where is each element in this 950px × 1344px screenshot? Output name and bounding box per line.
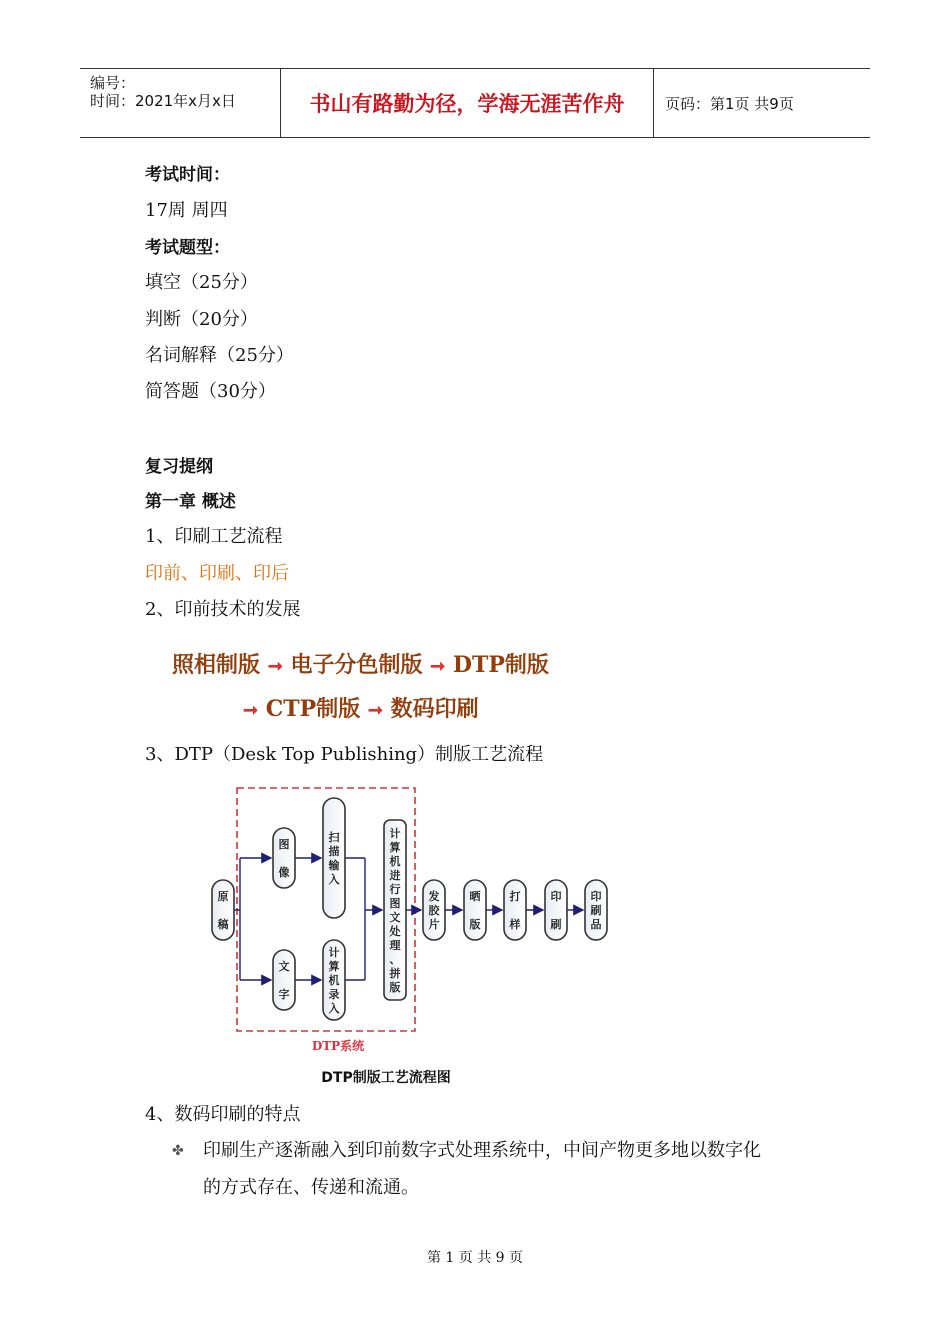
node-proof — [504, 880, 526, 940]
outline-item-4: 4、数码印刷的特点 — [145, 1104, 301, 1125]
number-label: 编号： — [90, 74, 136, 92]
bullet-icon: ✤ — [172, 1143, 184, 1159]
node-label-original: 原稿 — [217, 890, 229, 931]
evolution-step: 照相制版 — [172, 652, 261, 678]
node-label-product: 印刷品 — [590, 890, 602, 931]
evolution-step: 电子分色制版 — [290, 652, 423, 678]
node-label-computer-process: 计算机进行图文处理、拼版 — [389, 827, 401, 994]
evolution-step: DTP制版 — [452, 652, 549, 678]
exam-time-heading: 考试时间： — [145, 165, 230, 185]
node-label-print: 印刷 — [550, 890, 562, 931]
node-label-film: 发胶片 — [428, 890, 440, 931]
time-line: 时间：2021年x月x日 — [90, 92, 236, 110]
outline-item-1-answer: 印前、印刷、印后 — [145, 563, 289, 584]
bullet-text-line-2: 的方式存在、传递和流通。 — [203, 1177, 419, 1198]
arrow-icon: ➞ — [267, 656, 283, 677]
evolution-line-2 — [243, 692, 479, 723]
arrow-icon: ➞ — [430, 656, 446, 677]
bullet-text-line-1: 印刷生产逐渐融入到印前数字式处理系统中，中间产物更多地以数字化 — [203, 1140, 761, 1161]
dtp-flow-diagram — [200, 780, 620, 1100]
arrow-icon: ➞ — [367, 700, 383, 721]
node-label-proof: 打样 — [509, 890, 521, 931]
node-label-image: 图像 — [278, 838, 290, 879]
node-text — [273, 950, 295, 1010]
exam-type-item: 简答题（30分） — [145, 381, 276, 402]
exam-type-heading: 考试题型： — [145, 238, 230, 258]
node-print — [545, 880, 567, 940]
page-footer: 第 1 页 共 9 页 — [426, 1250, 524, 1266]
exam-type-item: 填空（25分） — [145, 272, 258, 293]
arrow-icon: ➞ — [243, 700, 259, 721]
chapter-title: 第一章 概述 — [145, 492, 236, 512]
outline-item-2: 2、印前技术的发展 — [145, 599, 301, 620]
header-meta-cell — [80, 69, 281, 137]
evolution-line-1 — [172, 648, 549, 679]
outline-title: 复习提纲 — [145, 457, 213, 477]
node-scan-input — [323, 798, 345, 918]
page-header — [80, 68, 870, 138]
page-info: 页码：第1页 共9页 — [665, 94, 794, 113]
motto: 书山有路勤为径，学海无涯苦作舟 — [281, 69, 654, 137]
exam-time-value: 17周 周四 — [145, 200, 228, 221]
evolution-step: CTP制版 — [265, 696, 361, 722]
node-original — [212, 880, 234, 940]
exam-type-item: 判断（20分） — [145, 309, 258, 330]
diagram-caption: DTP制版工艺流程图 — [321, 1070, 451, 1086]
node-image — [273, 828, 295, 888]
node-label-computer-input: 计算机录入 — [328, 946, 340, 1015]
evolution-step: 数码印刷 — [390, 696, 479, 722]
exam-type-item: 名词解释（25分） — [145, 345, 294, 366]
node-label-scan: 扫描输入 — [328, 831, 340, 886]
outline-item-1: 1、印刷工艺流程 — [145, 526, 283, 547]
outline-item-3: 3、DTP（Desk Top Publishing）制版工艺流程 — [145, 744, 544, 765]
node-plate — [464, 880, 486, 940]
node-label-text: 文字 — [278, 960, 290, 1001]
dtp-system-label: DTP系统 — [311, 1039, 365, 1053]
node-label-plate: 晒版 — [469, 890, 481, 931]
